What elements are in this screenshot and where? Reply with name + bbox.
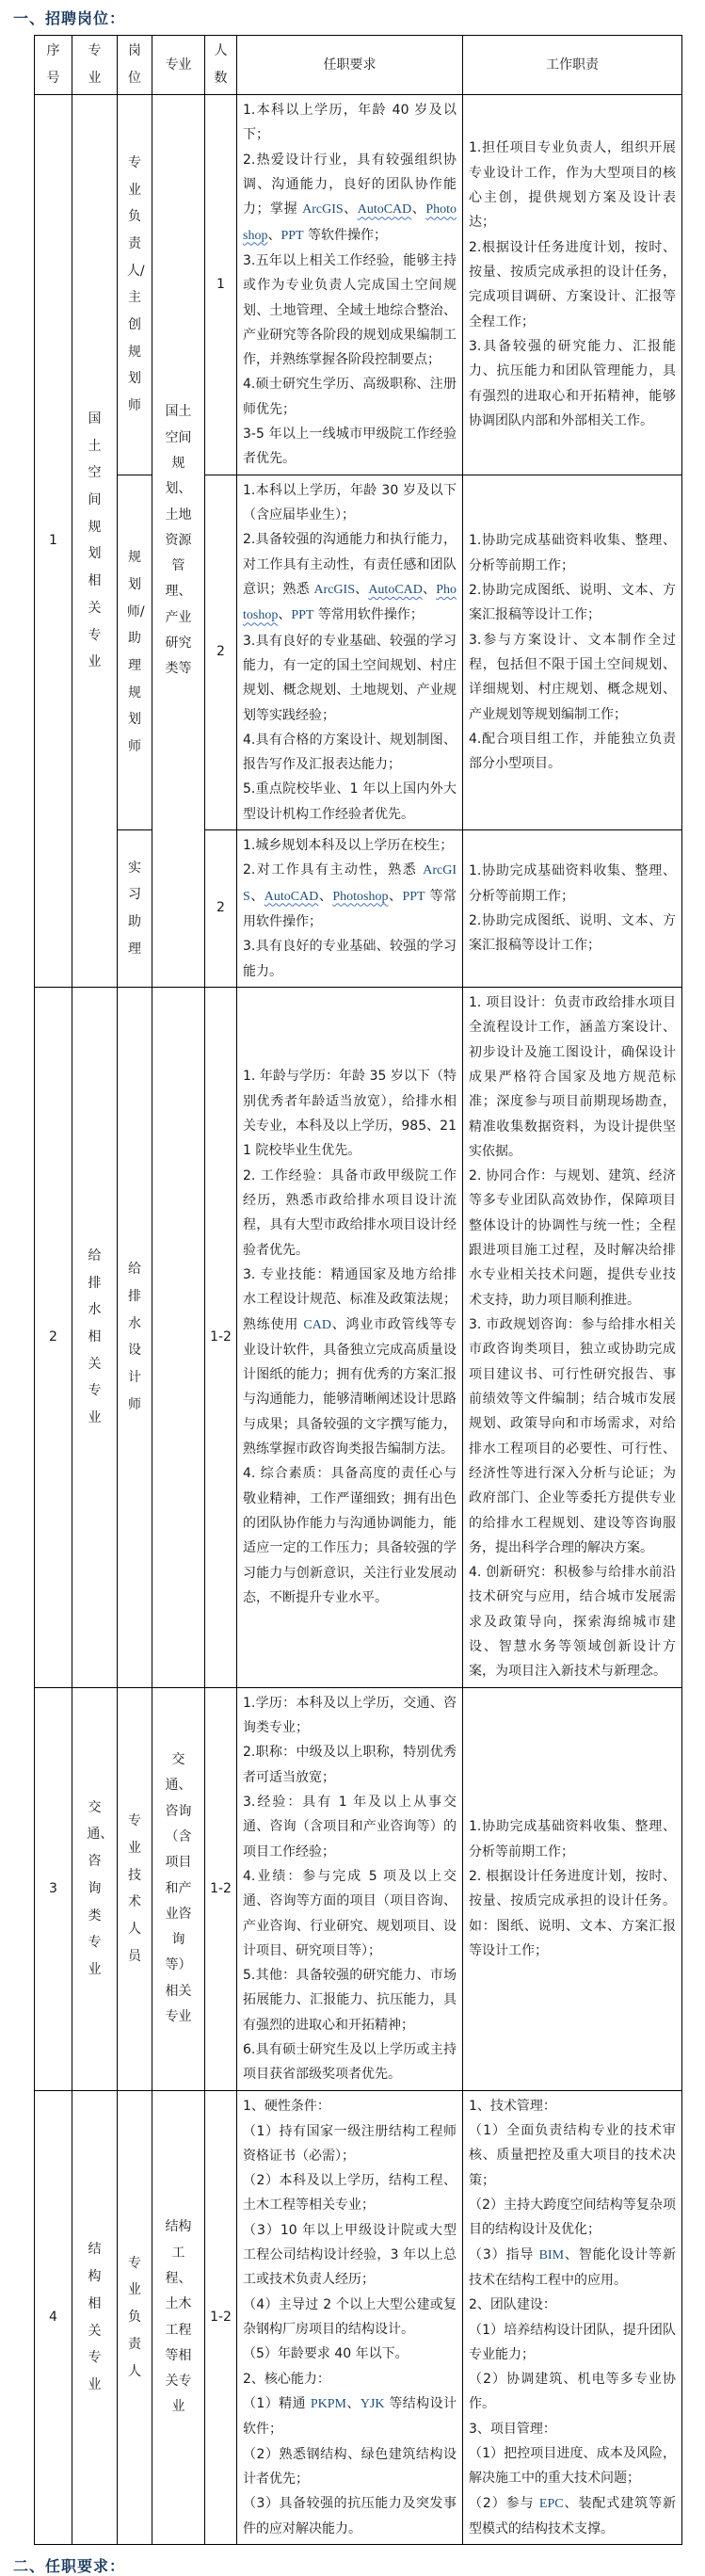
major-cell bbox=[72, 1687, 118, 2090]
requirement-item: 3.五年以上相关工作经验，能够主持或作为专业负责人完成国土空间规划、土地管理、全域土地综合整治、产业研究等各阶段的规划成果编制工作，并熟练掌握各阶段控制要点； bbox=[243, 252, 457, 368]
column-header-label: 人数 bbox=[214, 43, 228, 86]
headcount-cell: 1-2 bbox=[205, 987, 237, 1687]
duty-item: 3、项目管理： bbox=[469, 2421, 556, 2437]
requirement-item: （5）年龄要求 40 年以下。 bbox=[243, 2346, 409, 2362]
requirement-item: 2. 工作经验：具备市政甲级院工作经历，熟悉市政给排水项目设计流程，具有大型市政给排水项目设计经验者优先。 bbox=[243, 1167, 457, 1258]
table-row bbox=[35, 95, 682, 475]
software-name: ArcGIS bbox=[243, 863, 457, 904]
table-row bbox=[35, 1687, 682, 2090]
requirement-item: 4. 综合素质：具备高度的责任心与敬业精神，工作严谨细致；拥有出色的团队协作能力与沟通协调能力，能适应一定的工作压力；具备较强的学习能力与创新意识，关注行业发展动态，不断提升专业水平。 bbox=[243, 1466, 457, 1605]
specialty-cell-text: 结构工程、土木工程等相关专业 bbox=[165, 2219, 192, 2415]
requirements-cell bbox=[237, 1687, 463, 2090]
requirement-item: 1.本科以上学历，年龄 30 岁及以下（含应届毕业生）； bbox=[243, 482, 457, 523]
requirement-item: 2.具备较强的沟通能力和执行能力，对工作具有主动性，有责任感和团队意识；熟悉 ArcGIS、AutoCAD、Photoshop、PPT 等常用软件操作； bbox=[243, 532, 457, 623]
requirement-item: 5.重点院校毕业、1 年以上国内外大型设计机构工作经验者优先。 bbox=[243, 781, 457, 822]
headcount-cell: 1-2 bbox=[205, 2090, 237, 2545]
duty-item: 1.协助完成基础资料收集、整理、分析等前期工作； bbox=[469, 1819, 676, 1860]
table-row bbox=[35, 475, 682, 829]
section-title-requirements: 二、任职要求： bbox=[13, 2557, 126, 2576]
major-cell bbox=[72, 2090, 118, 2545]
duties-cell bbox=[463, 2090, 682, 2545]
software-name: PPT bbox=[280, 228, 304, 243]
major-cell-text: 给排水相关专业 bbox=[88, 1248, 102, 1426]
requirement-item: 2.对工作具有主动性，熟悉 ArcGIS、AutoCAD、Photoshop、PPT 等常用软件操作； bbox=[243, 862, 457, 929]
post-cell bbox=[118, 475, 152, 829]
duty-item: 3.参与方案设计、文本制作全过程，包括但不限于国土空间规划、详细规划、村庄规划、概念规划、产业规划等规划编制工作； bbox=[469, 632, 676, 722]
software-name: AutoCAD bbox=[357, 202, 412, 217]
requirement-item: 3.经验：具有 1 年及以上从事交通、咨询（含项目和产业咨询等）的项目工作经验； bbox=[243, 1794, 457, 1860]
duty-item: 2. 根据设计任务进度计划，按时、按量、按质完成承担的设计任务。如：图纸、说明、文本、方案汇报等设计工作； bbox=[469, 1868, 676, 1958]
headcount-cell: 2 bbox=[205, 830, 237, 988]
software-name: ArcGIS bbox=[313, 582, 355, 597]
requirement-item: 2.职称：中级及以上职称，特别优秀者可适当放宽； bbox=[243, 1745, 457, 1785]
table-row bbox=[35, 830, 682, 988]
duty-item: 2.根据设计任务进度计划，按时、按量、按质完成承担的设计任务，完成项目调研、方案设计、汇报等全程工作； bbox=[469, 239, 676, 330]
post-cell-text: 给排水设计师 bbox=[127, 1262, 141, 1412]
requirement-item: （3）10 年以上甲级设计院或大型工程公司结构设计经验，3 年以上总工或技术负责人经历； bbox=[243, 2222, 457, 2288]
requirement-item: （3）具备较强的抗压能力及突发事件的应对解决能力。 bbox=[243, 2496, 457, 2536]
software-name: EPC bbox=[538, 2496, 564, 2511]
software-name: Photoshop bbox=[332, 889, 389, 904]
table-header bbox=[35, 36, 682, 95]
duties-cell bbox=[463, 95, 682, 475]
major-cell-text: 国土空间规划相关专业 bbox=[88, 411, 102, 670]
requirement-item: 3.具有良好的专业基础、较强的学习能力，有一定的国土空间规划、村庄规划、概念规划、土地规划、产业规划等实践经验； bbox=[243, 633, 457, 723]
software-name: BIM bbox=[538, 2247, 565, 2262]
row-number-cell: 2 bbox=[35, 987, 72, 1687]
software-name: Photoshop bbox=[243, 202, 457, 243]
column-header-label: 序号 bbox=[46, 43, 60, 86]
column-header bbox=[205, 36, 237, 95]
post-cell-text: 专业负责人/主创规划师 bbox=[126, 154, 145, 414]
requirement-item: 1.本科以上学历，年龄 40 岁及以下； bbox=[243, 103, 457, 143]
row-number-cell: 1 bbox=[35, 95, 72, 988]
software-name: AutoCAD bbox=[264, 889, 319, 904]
duty-item: 3. 市政规划咨询：参与给排水相关市政咨询类项目，独立或协助完成项目建议书、可行性研究报告、事前绩效等文件编制；结合城市发展规划、政策导向和市场需求，对给排水工程项目的必要性、可行性、经济性等进行深入分析与论证；为政府部门、企业等委托方提供专业的给排水工程规划、建设等咨询服务，提出科学合理的解决方案。 bbox=[469, 1317, 676, 1555]
requirement-item: 6.具有硕士研究生及以上学历或主持项目获省部级奖项者优先。 bbox=[243, 2042, 457, 2083]
duties-cell bbox=[463, 830, 682, 988]
column-header: 专业 bbox=[152, 36, 205, 95]
duties-cell bbox=[463, 1687, 682, 2090]
requirements-cell bbox=[237, 987, 463, 1687]
column-header-label: 专业 bbox=[88, 43, 102, 86]
post-cell bbox=[118, 2090, 152, 2545]
requirement-item: 1. 年龄与学历：年龄 35 岁以下（特别优秀者年龄适当放宽），给排水相关专业，本科及以上学历，985、211 院校毕业生优先。 bbox=[243, 1069, 457, 1159]
recruitment-table bbox=[34, 35, 682, 2545]
headcount-cell: 1 bbox=[205, 95, 237, 475]
specialty-cell bbox=[152, 95, 205, 988]
duty-item: 2.协助完成图纸、说明、文本、方案汇报稿等设计工作； bbox=[469, 913, 676, 954]
software-name: ArcGIS bbox=[302, 202, 344, 217]
requirement-item: 1、硬性条件： bbox=[243, 2099, 330, 2115]
requirement-item: （1）精通 PKPM、YJK 等结构设计软件； bbox=[243, 2395, 457, 2438]
specialty-cell bbox=[152, 1687, 205, 2090]
column-header bbox=[118, 36, 152, 95]
requirements-cell bbox=[237, 475, 463, 829]
requirements-cell bbox=[237, 830, 463, 988]
column-header bbox=[35, 36, 72, 95]
requirement-item: （1）持有国家一级注册结构工程师资格证书（必需）； bbox=[243, 2123, 457, 2164]
post-cell-text: 专业负责人 bbox=[127, 2255, 141, 2379]
duty-item: 2.协助完成图纸、说明、文本、方案汇报稿等设计工作； bbox=[469, 582, 676, 623]
column-header bbox=[72, 36, 118, 95]
post-cell bbox=[118, 95, 152, 475]
software-name: Photoshop bbox=[243, 582, 457, 623]
column-header: 工作职责 bbox=[463, 36, 682, 95]
specialty-cell-text: 交通、咨询（含项目和产业咨询等）相关专业 bbox=[165, 1752, 192, 2025]
duty-item: （1）培养结构设计团队，提升团队专业能力； bbox=[469, 2322, 676, 2362]
requirement-item: 4.具有合格的方案设计、规划制图、报告写作及汇报表达能力； bbox=[243, 732, 457, 773]
software-name: PKPM bbox=[310, 2396, 346, 2411]
requirement-item: 2.热爱设计行业，具有较强组织协调、沟通能力，良好的团队协作能力；掌握 ArcGIS、AutoCAD、Photoshop、PPT 等软件操作； bbox=[243, 152, 457, 243]
duty-item: （2）主持大跨度空间结构等复杂项目的结构设计及优化； bbox=[469, 2197, 676, 2238]
duty-item: 1.协助完成基础资料收集、整理、分析等前期工作； bbox=[469, 533, 676, 573]
software-name: CAD bbox=[303, 1317, 331, 1332]
requirement-item: 5.其他：具备较强的研究能力、市场拓展能力、汇报能力、抗压能力，具有强烈的进取心和开拓精神； bbox=[243, 1968, 457, 2033]
post-cell-text: 规划师/助理规划师 bbox=[126, 550, 145, 754]
column-header-label: 岗位 bbox=[127, 43, 141, 86]
requirement-item: 3.具有良好的专业基础、较强的学习能力。 bbox=[243, 939, 457, 979]
major-cell-text: 交通、咨询类专业 bbox=[87, 1799, 114, 1977]
specialty-cell bbox=[152, 987, 205, 1687]
requirement-item: 2、核心能力： bbox=[243, 2371, 330, 2387]
requirement-item: 1.城乡规划本科及以上学历在校生； bbox=[243, 838, 454, 854]
headcount-cell: 1-2 bbox=[205, 1687, 237, 2090]
post-cell-text: 实习助理 bbox=[127, 860, 141, 957]
requirement-item: （2）熟悉钢结构、绿色建筑结构设计者优先； bbox=[243, 2446, 457, 2487]
duty-item: 4.配合项目组工作，并能独立负责部分小型项目。 bbox=[469, 731, 676, 772]
major-cell bbox=[72, 987, 118, 1687]
duty-item: 1、技术管理： bbox=[469, 2098, 556, 2114]
major-cell-text: 结构相关专业 bbox=[88, 2242, 102, 2392]
requirement-item: （2）本科及以上学历，结构工程、土木工程等相关专业； bbox=[243, 2173, 457, 2214]
specialty-cell bbox=[152, 2090, 205, 2545]
duty-item: 2. 协同合作：与规划、建筑、经济等多专业团队高效协作，保障项目整体设计的协调性与统一性；全程跟进项目施工过程，及时解决给排水专业相关技术问题，提供专业技术支持，助力项目顺利推进。 bbox=[469, 1168, 676, 1308]
duty-item: 1.担任项目专业负责人，组织开展专业设计工作，作为大型项目的核心主创，提供规划方案及设计表达； bbox=[469, 140, 676, 231]
software-name: PPT bbox=[402, 889, 425, 904]
duty-item: （1）把控项目进度、成本及风险，解决施工中的重大技术问题； bbox=[469, 2446, 676, 2487]
row-number-cell: 4 bbox=[35, 2090, 72, 2545]
post-cell-text: 专业技术人员 bbox=[127, 1813, 141, 1964]
requirement-item: 4.硕士研究生学历、高级职称、注册师优先； bbox=[243, 377, 457, 417]
post-cell bbox=[118, 1687, 152, 2090]
header-row bbox=[35, 36, 682, 95]
requirement-item: 4.业绩：参与完成 5 项及以上交通、咨询等方面的项目（项目咨询、产业咨询、行业研究、规划项目、设计项目、研究项目等）； bbox=[243, 1868, 457, 1958]
duty-item: 1.协助完成基础资料收集、整理、分析等前期工作； bbox=[469, 863, 676, 904]
duty-item: （2）协调建筑、机电等多专业协作。 bbox=[469, 2372, 676, 2412]
requirements-cell bbox=[237, 95, 463, 475]
section-title-recruitment: 一、招聘岗位： bbox=[13, 9, 126, 27]
requirement-item: 3. 专业技能：精通国家及地方给排水工程设计规范、标准及政策法规；熟练使用 CAD、鸿业市政管线等专业设计软件，具备独立完成高质量设计图纸的能力；拥有优秀的方案汇报与沟通能力，能够清晰阐述设计思路与成果；具备较强的文字撰写能力，熟练掌握市政咨询类报告编制方法。 bbox=[243, 1266, 457, 1457]
post-cell bbox=[118, 987, 152, 1687]
duties-cell bbox=[463, 987, 682, 1687]
software-name: PPT bbox=[291, 608, 314, 623]
software-name: AutoCAD bbox=[368, 582, 423, 597]
duty-item: 4. 创新研究：积极参与给排水前沿技术研究与应用，结合城市发展需求及政策导向，探索海绵城市建设、智慧水务等领域创新设计方案，为项目注入新技术与新理念。 bbox=[469, 1565, 676, 1680]
duty-item: 1. 项目设计：负责市政给排水项目全流程设计工作，涵盖方案设计、初步设计及施工图设计，确保设计成果严格符合国家及地方规范标准；深度参与项目前期现场勘查，精准收集数据资料，为设计提供坚实依据。 bbox=[469, 994, 676, 1159]
duty-item: （3）指导 BIM、智能化设计等新技术在结构工程中的应用。 bbox=[469, 2246, 677, 2288]
requirement-item: 3-5 年以上一线城市甲级院工作经验者优先。 bbox=[243, 427, 457, 467]
table-row bbox=[35, 987, 682, 1687]
column-header: 任职要求 bbox=[237, 36, 463, 95]
duty-item: 3.具备较强的研究能力、汇报能力、抗压能力和团队管理能力，具有强烈的进取心和开拓精神，能够协调团队内部和外部相关工作。 bbox=[469, 338, 676, 428]
post-cell bbox=[118, 830, 152, 988]
table-body bbox=[35, 95, 682, 2545]
table-row bbox=[35, 2090, 682, 2545]
requirements-cell bbox=[237, 2090, 463, 2545]
duty-item: （2）参与 EPC、装配式建筑等新型模式的结构技术支撑。 bbox=[469, 2495, 677, 2536]
row-number-cell: 3 bbox=[35, 1687, 72, 2090]
duty-item: 2、团队建设： bbox=[469, 2297, 556, 2313]
software-name: YJK bbox=[360, 2396, 385, 2411]
requirement-item: （4）主导过 2 个以上大型公建或复杂钢构厂房项目的结构设计。 bbox=[243, 2296, 457, 2337]
major-cell bbox=[72, 95, 118, 988]
requirement-item: 1.学历：本科及以上学历，交通、咨询类专业； bbox=[243, 1695, 457, 1735]
specialty-cell-text: 国土空间规划、土地资源管理、产业研究类等 bbox=[165, 404, 192, 677]
duty-item: （1）全面负责结构专业的技术审核、质量把控及重大项目的技术决策； bbox=[469, 2123, 676, 2188]
duties-cell bbox=[463, 475, 682, 829]
headcount-cell: 2 bbox=[205, 475, 237, 829]
